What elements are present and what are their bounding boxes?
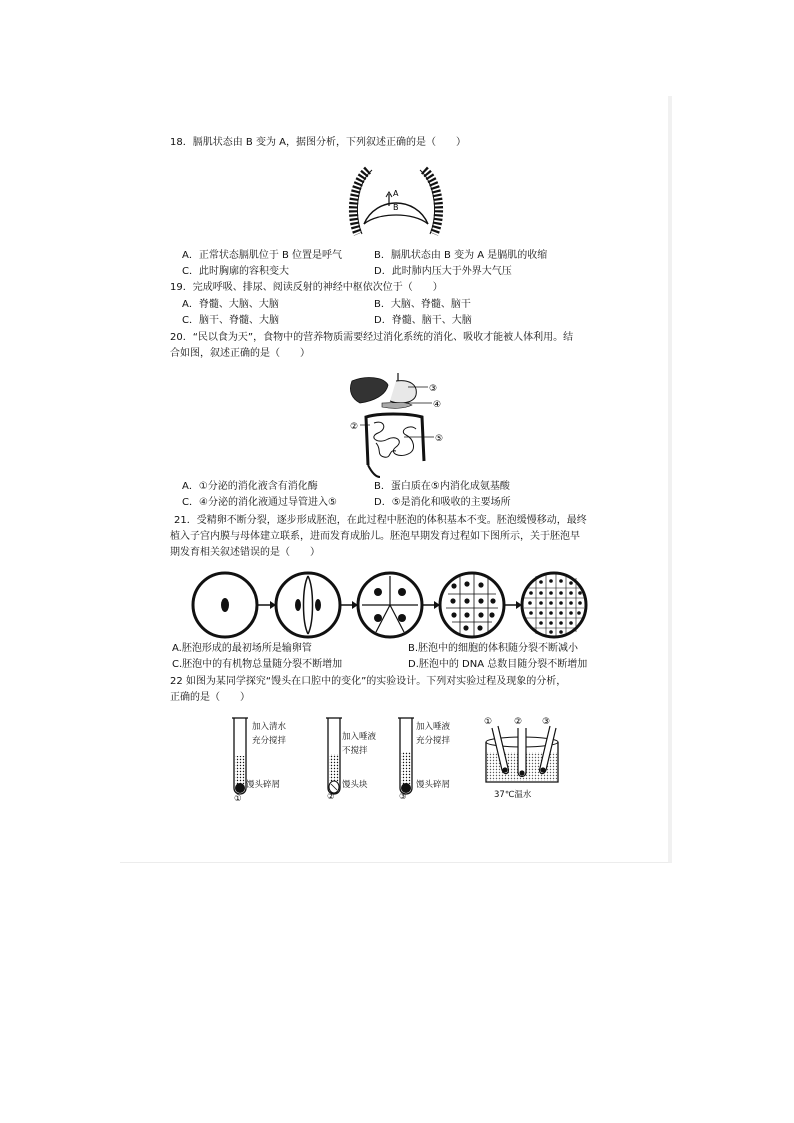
label-b: B [393, 203, 399, 212]
label-3: ③ [429, 384, 438, 394]
q19-option-d[interactable]: D．脊髓、脑干、大脑 [374, 315, 472, 326]
q20-option-b[interactable]: B．蛋白质在⑤内消化成氨基酸 [374, 481, 510, 492]
water-bath-label: 37℃温水 [494, 790, 532, 800]
label-a: A [393, 189, 399, 198]
q21-option-a[interactable]: A.胚泡形成的最初场所是输卵管 [172, 643, 312, 654]
label-4: ④ [433, 400, 442, 410]
tube3-line2: 充分搅拌 [416, 736, 451, 746]
tube3-line1: 加入唾液 [416, 722, 451, 732]
tube1-bottom: 馒头碎屑 [246, 780, 281, 790]
tube3-bottom: 馒头碎屑 [416, 780, 451, 790]
water-bath-diagram [480, 714, 564, 786]
label-2: ② [350, 422, 359, 432]
tube1-number: ① [234, 794, 242, 804]
q18-option-b[interactable]: B．膈肌状态由 B 变为 A 是膈肌的收缩 [374, 250, 548, 261]
q18-stem: 18．膈肌状态由 B 变为 A，据图分析，下列叙述正确的是（ ） [170, 137, 466, 148]
tube2-line2: 不搅拌 [342, 746, 368, 756]
q21-option-c[interactable]: C.胚泡中的有机物总量随分裂不断增加 [172, 659, 343, 670]
q21-stem-line2: 植入子宫内膜与母体建立联系，进而发育成胎儿。胚泡早期发育过程如下图所示，关于胚泡早 [170, 531, 580, 542]
q20-stem-line2: 合如图，叙述正确的是（ ） [170, 348, 310, 359]
diaphragm-diagram [348, 166, 444, 240]
q20-option-d[interactable]: D．⑤是消化和吸收的主要场所 [374, 497, 511, 508]
tube2-number: ② [327, 792, 335, 802]
q21-option-d[interactable]: D.胚泡中的 DNA 总数目随分裂不断增加 [408, 659, 588, 670]
bath-tube-3-number: ③ [542, 717, 551, 727]
tube1-line2: 充分搅拌 [252, 736, 287, 746]
q21-stem-line1: 21．受精卵不断分裂，逐步形成胚泡，在此过程中胚泡的体积基本不变。胚泡缓慢移动，最终 [174, 515, 587, 526]
q19-stem: 19．完成呼吸、排尿、阅读反射的神经中枢依次位于（ ） [170, 282, 443, 293]
q20-option-c[interactable]: C．④分泌的消化液通过导管进入⑤ [182, 497, 337, 508]
bath-tube-2-number: ② [514, 717, 523, 727]
q19-option-a[interactable]: A．脊髓、大脑、大脑 [182, 299, 279, 310]
tube2-line1: 加入唾液 [342, 732, 377, 742]
test-tube-2 [324, 716, 344, 800]
label-5: ⑤ [435, 434, 444, 444]
q21-stem-line3: 期发育相关叙述错误的是（ ） [170, 547, 320, 558]
q18-option-a[interactable]: A．正常状态膈肌位于 B 位置是呼气 [182, 250, 343, 261]
q18-option-d[interactable]: D．此时肺内压大于外界大气压 [374, 266, 512, 277]
tube2-bottom: 馒头块 [342, 780, 368, 790]
bath-tube-1-number: ① [484, 717, 493, 727]
exam-page [120, 96, 672, 863]
q20-stem-line1: 20．“民以食为天”，食物中的营养物质需要经过消化系统的消化、吸收才能被人体利用。结 [170, 332, 574, 343]
embryo-development-diagram [190, 568, 610, 642]
q21-option-b[interactable]: B.胚泡中的细胞的体积随分裂不断减小 [408, 643, 579, 654]
tube1-line1: 加入清水 [252, 722, 287, 732]
tube3-number: ③ [399, 792, 407, 802]
q20-option-a[interactable]: A．①分泌的消化液含有消化酶 [182, 481, 318, 492]
q18-option-c[interactable]: C．此时胸廓的容积变大 [182, 266, 289, 277]
q22-stem-line1: 22 如图为某同学探究“馒头在口腔中的变化”的实验设计。下列对实验过程及现象的分析， [170, 676, 567, 687]
test-tube-3 [396, 716, 416, 800]
q19-option-b[interactable]: B．大脑、脊髓、脑干 [374, 299, 471, 310]
q19-option-c[interactable]: C．脑干、脊髓、大脑 [182, 315, 279, 326]
digestive-system-diagram [338, 373, 462, 479]
q22-stem-line2: 正确的是（ ） [170, 692, 250, 703]
